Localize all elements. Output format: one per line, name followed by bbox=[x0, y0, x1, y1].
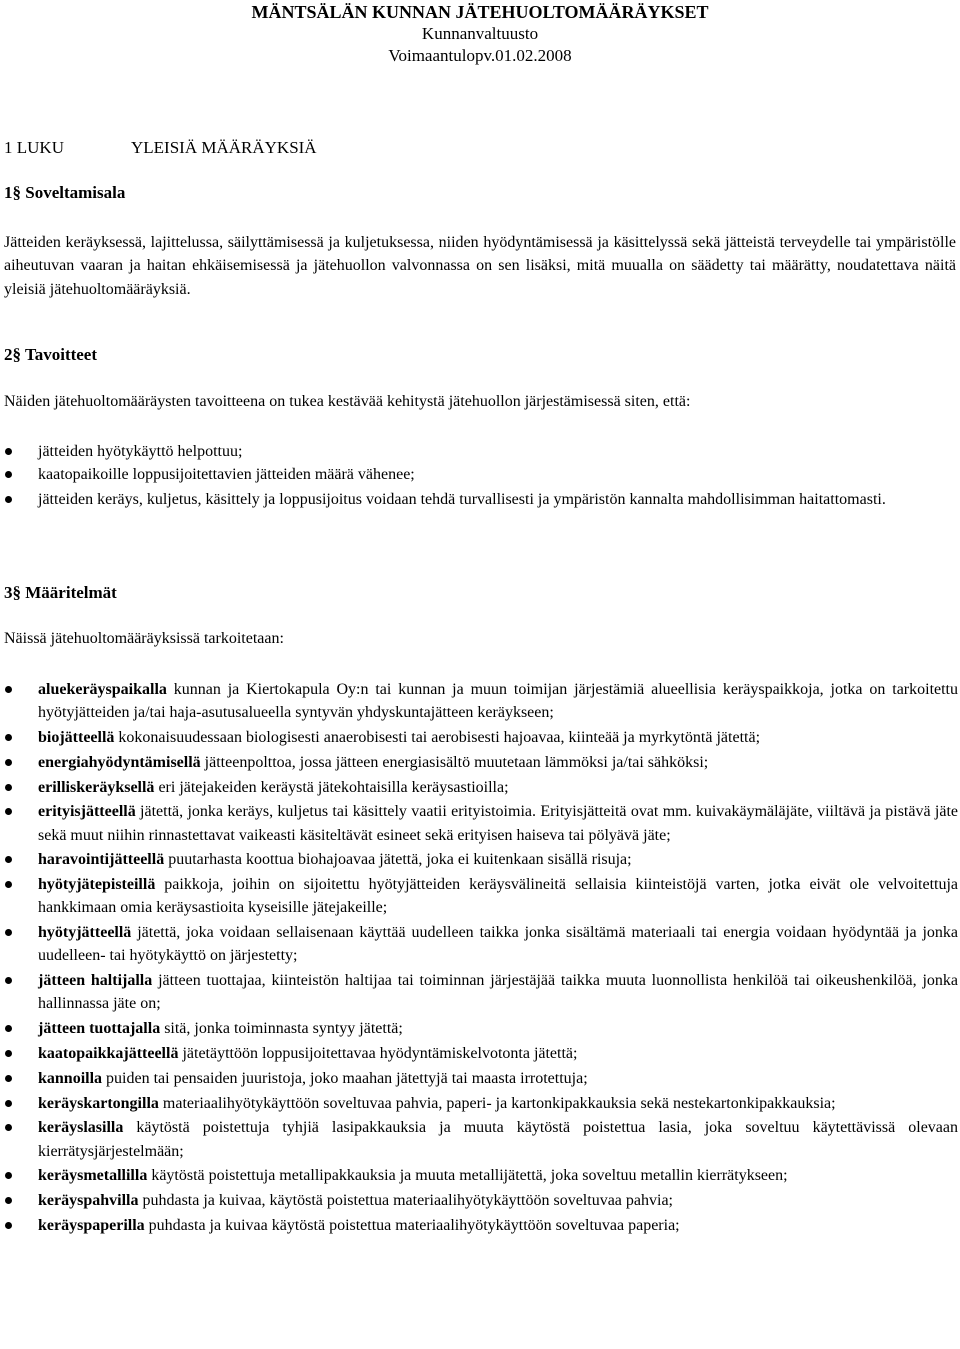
bullet-icon bbox=[5, 808, 12, 815]
bullet-icon bbox=[5, 471, 12, 478]
definition-text: puiden tai pensaiden juuristoja, joko maahan jätettyjä tai maasta irrotettuja; bbox=[102, 1069, 588, 1087]
definition-text: jätteen tuottajaa, kiinteistön haltijaa tai toiminnan järjestäjää taikka muuta luonnollista henkilöä tai oikeushenkilöä, jonka hallinnassa jäte on; bbox=[38, 972, 958, 1013]
bullet-icon bbox=[5, 784, 12, 791]
definition-item bbox=[0, 1214, 958, 1237]
document-title: MÄNTSÄLÄN KUNNAN JÄTEHUOLTOMÄÄRÄYKSET bbox=[251, 2, 709, 22]
definition-item bbox=[0, 1092, 958, 1115]
definition-text: kunnan ja Kiertokapula Oy:n tai kunnan ja muun toimijan järjestämiä alueellisia keräyspaikkoja, jotka on tarkoitettu hyötyjätteiden ja/tai haja-asutusalueella syntyvän yhdyskuntajätteen keräykseen; bbox=[38, 681, 958, 722]
definition-text: jätetäyttöön loppusijoitettavaa hyödyntämiskelvotonta jätettä; bbox=[178, 1044, 578, 1062]
definition-term: biojätteellä bbox=[38, 729, 115, 746]
chapter-title: YLEISIÄ MÄÄRÄYKSIÄ bbox=[131, 138, 317, 157]
goal-item bbox=[0, 440, 958, 463]
bullet-icon bbox=[5, 1124, 12, 1131]
section-3-intro: Näissä jätehuoltomääräyksissä tarkoitetaan: bbox=[4, 630, 284, 647]
section-2-heading: 2§ Tavoitteet bbox=[4, 345, 98, 364]
definition-term: haravointijätteellä bbox=[38, 851, 165, 869]
definition-term: jätteen haltijalla bbox=[38, 972, 153, 990]
definition-item bbox=[0, 800, 958, 846]
document-issuer: Kunnanvaltuusto bbox=[421, 24, 539, 43]
definition-item bbox=[0, 726, 958, 749]
section-3-heading: 3§ Määritelmät bbox=[4, 583, 117, 602]
definition-item bbox=[0, 751, 958, 774]
bullet-icon bbox=[5, 1025, 12, 1032]
definition-item bbox=[0, 873, 958, 919]
bullet-icon bbox=[5, 1172, 12, 1179]
definition-item bbox=[0, 848, 958, 871]
definition-text: sitä, jonka toiminnasta syntyy jätettä; bbox=[160, 1020, 403, 1038]
bullet-icon bbox=[5, 856, 12, 863]
definition-item bbox=[0, 969, 958, 1015]
bullet-icon bbox=[5, 686, 12, 693]
definition-item bbox=[0, 1017, 958, 1040]
definition-text: kokonaisuudessaan biologisesti anaerobisesti tai aerobisesti hajoavaa, kiinteää ja myrkytöntä jätettä; bbox=[114, 729, 761, 746]
document-effective-date: Voimaantulopv.01.02.2008 bbox=[388, 46, 572, 65]
section-1-heading: 1§ Soveltamisala bbox=[4, 183, 126, 202]
goal-text: jätteiden keräys, kuljetus, käsittely ja loppusijoitus voidaan tehdä turvallisesti ja ympäristön kannalta mahdollisimman haitattomasti. bbox=[38, 491, 886, 509]
goal-item bbox=[0, 488, 958, 511]
definition-term: kannoilla bbox=[38, 1069, 103, 1087]
definition-text: puhdasta ja kuivaa, käytöstä poistettua materiaalihyötykäyttöön soveltuvaa pahvia; bbox=[138, 1192, 673, 1210]
bullet-icon bbox=[5, 1197, 12, 1204]
bullet-icon bbox=[5, 734, 12, 741]
definition-term: keräysmetallilla bbox=[38, 1167, 148, 1185]
definition-item bbox=[0, 776, 958, 799]
bullet-icon bbox=[5, 1075, 12, 1082]
bullet-icon bbox=[5, 1222, 12, 1229]
definition-term: hyötyjätteellä bbox=[38, 924, 132, 942]
definition-term: erilliskeräyksellä bbox=[38, 778, 155, 796]
bullet-icon bbox=[5, 759, 12, 766]
definition-term: aluekeräyspaikalla bbox=[38, 681, 167, 698]
chapter-number: 1 LUKU bbox=[4, 138, 64, 157]
definitions-list bbox=[0, 678, 958, 1239]
bullet-icon bbox=[5, 881, 12, 888]
definition-term: keräyslasilla bbox=[38, 1119, 124, 1137]
definition-item bbox=[0, 1164, 958, 1187]
definition-item bbox=[0, 1189, 958, 1212]
definition-term: keräyspahvilla bbox=[38, 1192, 139, 1210]
definition-term: jätteen tuottajalla bbox=[38, 1020, 161, 1038]
definition-text: puhdasta ja kuivaa käytöstä poistettua materiaalihyötykäyttöön soveltuvaa paperia; bbox=[144, 1216, 680, 1234]
bullet-icon bbox=[5, 448, 12, 455]
bullet-icon bbox=[5, 977, 12, 984]
bullet-icon bbox=[5, 1050, 12, 1057]
goal-text: jätteiden hyötykäyttö helpottuu; bbox=[38, 443, 243, 460]
definition-item bbox=[0, 1116, 958, 1162]
definition-term: energiahyödyntämisellä bbox=[38, 753, 201, 771]
definition-text: jätettä, jonka keräys, kuljetus tai käsittely vaatii erityistoimia. Erityisjätteitä ovat mm. kuivakäymäläjäte, viiltävä ja pistävä jäte sekä muut niihin rinnastettavat vaikeasti käsiteltävät esineet sekä erityisen haiseva tai pölyävä jäte; bbox=[38, 803, 958, 844]
definition-text: jätteenpolttoa, jossa jätteen energiasisältö muutetaan lämmöksi ja/tai sähköksi; bbox=[200, 753, 709, 771]
goal-text: kaatopaikoille loppusijoitettavien jätteiden määrä vähenee; bbox=[38, 466, 415, 484]
definition-term: keräyskartongilla bbox=[38, 1094, 159, 1112]
goals-list bbox=[0, 440, 958, 512]
definition-term: hyötyjätepisteillä bbox=[38, 876, 156, 894]
bullet-icon bbox=[5, 1100, 12, 1107]
definition-term: kaatopaikkajätteellä bbox=[38, 1044, 179, 1062]
bullet-icon bbox=[5, 496, 12, 503]
definition-text: puutarhasta koottua biohajoavaa jätettä, joka ei kuitenkaan sisällä risuja; bbox=[164, 851, 632, 869]
definition-term: keräyspaperilla bbox=[38, 1216, 145, 1234]
definition-text: materiaalihyötykäyttöön soveltuvaa pahvia, paperi- ja kartonkipakkauksia sekä nestekartonkipakkauksia; bbox=[158, 1094, 836, 1112]
definition-item bbox=[0, 678, 958, 724]
bullet-icon bbox=[5, 929, 12, 936]
definition-text: eri jätejakeiden keräystä jätekohtaisilla keräysastioilla; bbox=[154, 778, 509, 796]
definition-text: käytöstä poistettuja tyhjiä lasipakkauksia ja muuta käytöstä poistettua lasia, joka soveltuu käytettävissä olevaan kierrätysjärjestelmään; bbox=[38, 1119, 958, 1160]
section-1-text: Jätteiden keräyksessä, lajittelussa, säilyttämisessä ja kuljetuksessa, niiden hyödyntämisessä ja käsittelyssä sekä jätteistä terveydelle tai ympäristölle aiheutuvan vaaran ja haitan ehkäisemisessä ja jätehuollon valvonnassa on sen lisäksi, mitä muualla on säädetty tai määrätty, noudatettava näitä yleisiä jätehuoltomääräyksiä. bbox=[4, 234, 956, 298]
definition-text: paikkoja, joihin on sijoitettu hyötyjätteiden keräysvälineitä sellaisia kiinteistöjä varten, jotka eivät ole velvoitettuja hankkimaan omia keräysastioita kyseisille jätejakeille; bbox=[38, 876, 958, 917]
definition-item bbox=[0, 921, 958, 967]
goal-item bbox=[0, 463, 958, 486]
definition-item bbox=[0, 1042, 958, 1065]
section-2-intro: Näiden jätehuoltomääräysten tavoitteena on tukea kestävää kehitystä jätehuollon järjestämisessä siten, että: bbox=[4, 393, 691, 410]
definition-item bbox=[0, 1067, 958, 1090]
definition-text: käytöstä poistettuja metallipakkauksia ja muuta metallijätettä, joka soveltuu metallin kierrätykseen; bbox=[147, 1167, 788, 1185]
definition-text: jätettä, joka voidaan sellaisenaan käyttää uudelleen taikka jonka sisältämä materiaali tai energia voidaan hyödyntää ja jonka uudelleen- tai hyötykäyttö on järjestetty; bbox=[38, 924, 958, 965]
definition-term: erityisjätteellä bbox=[38, 803, 136, 821]
